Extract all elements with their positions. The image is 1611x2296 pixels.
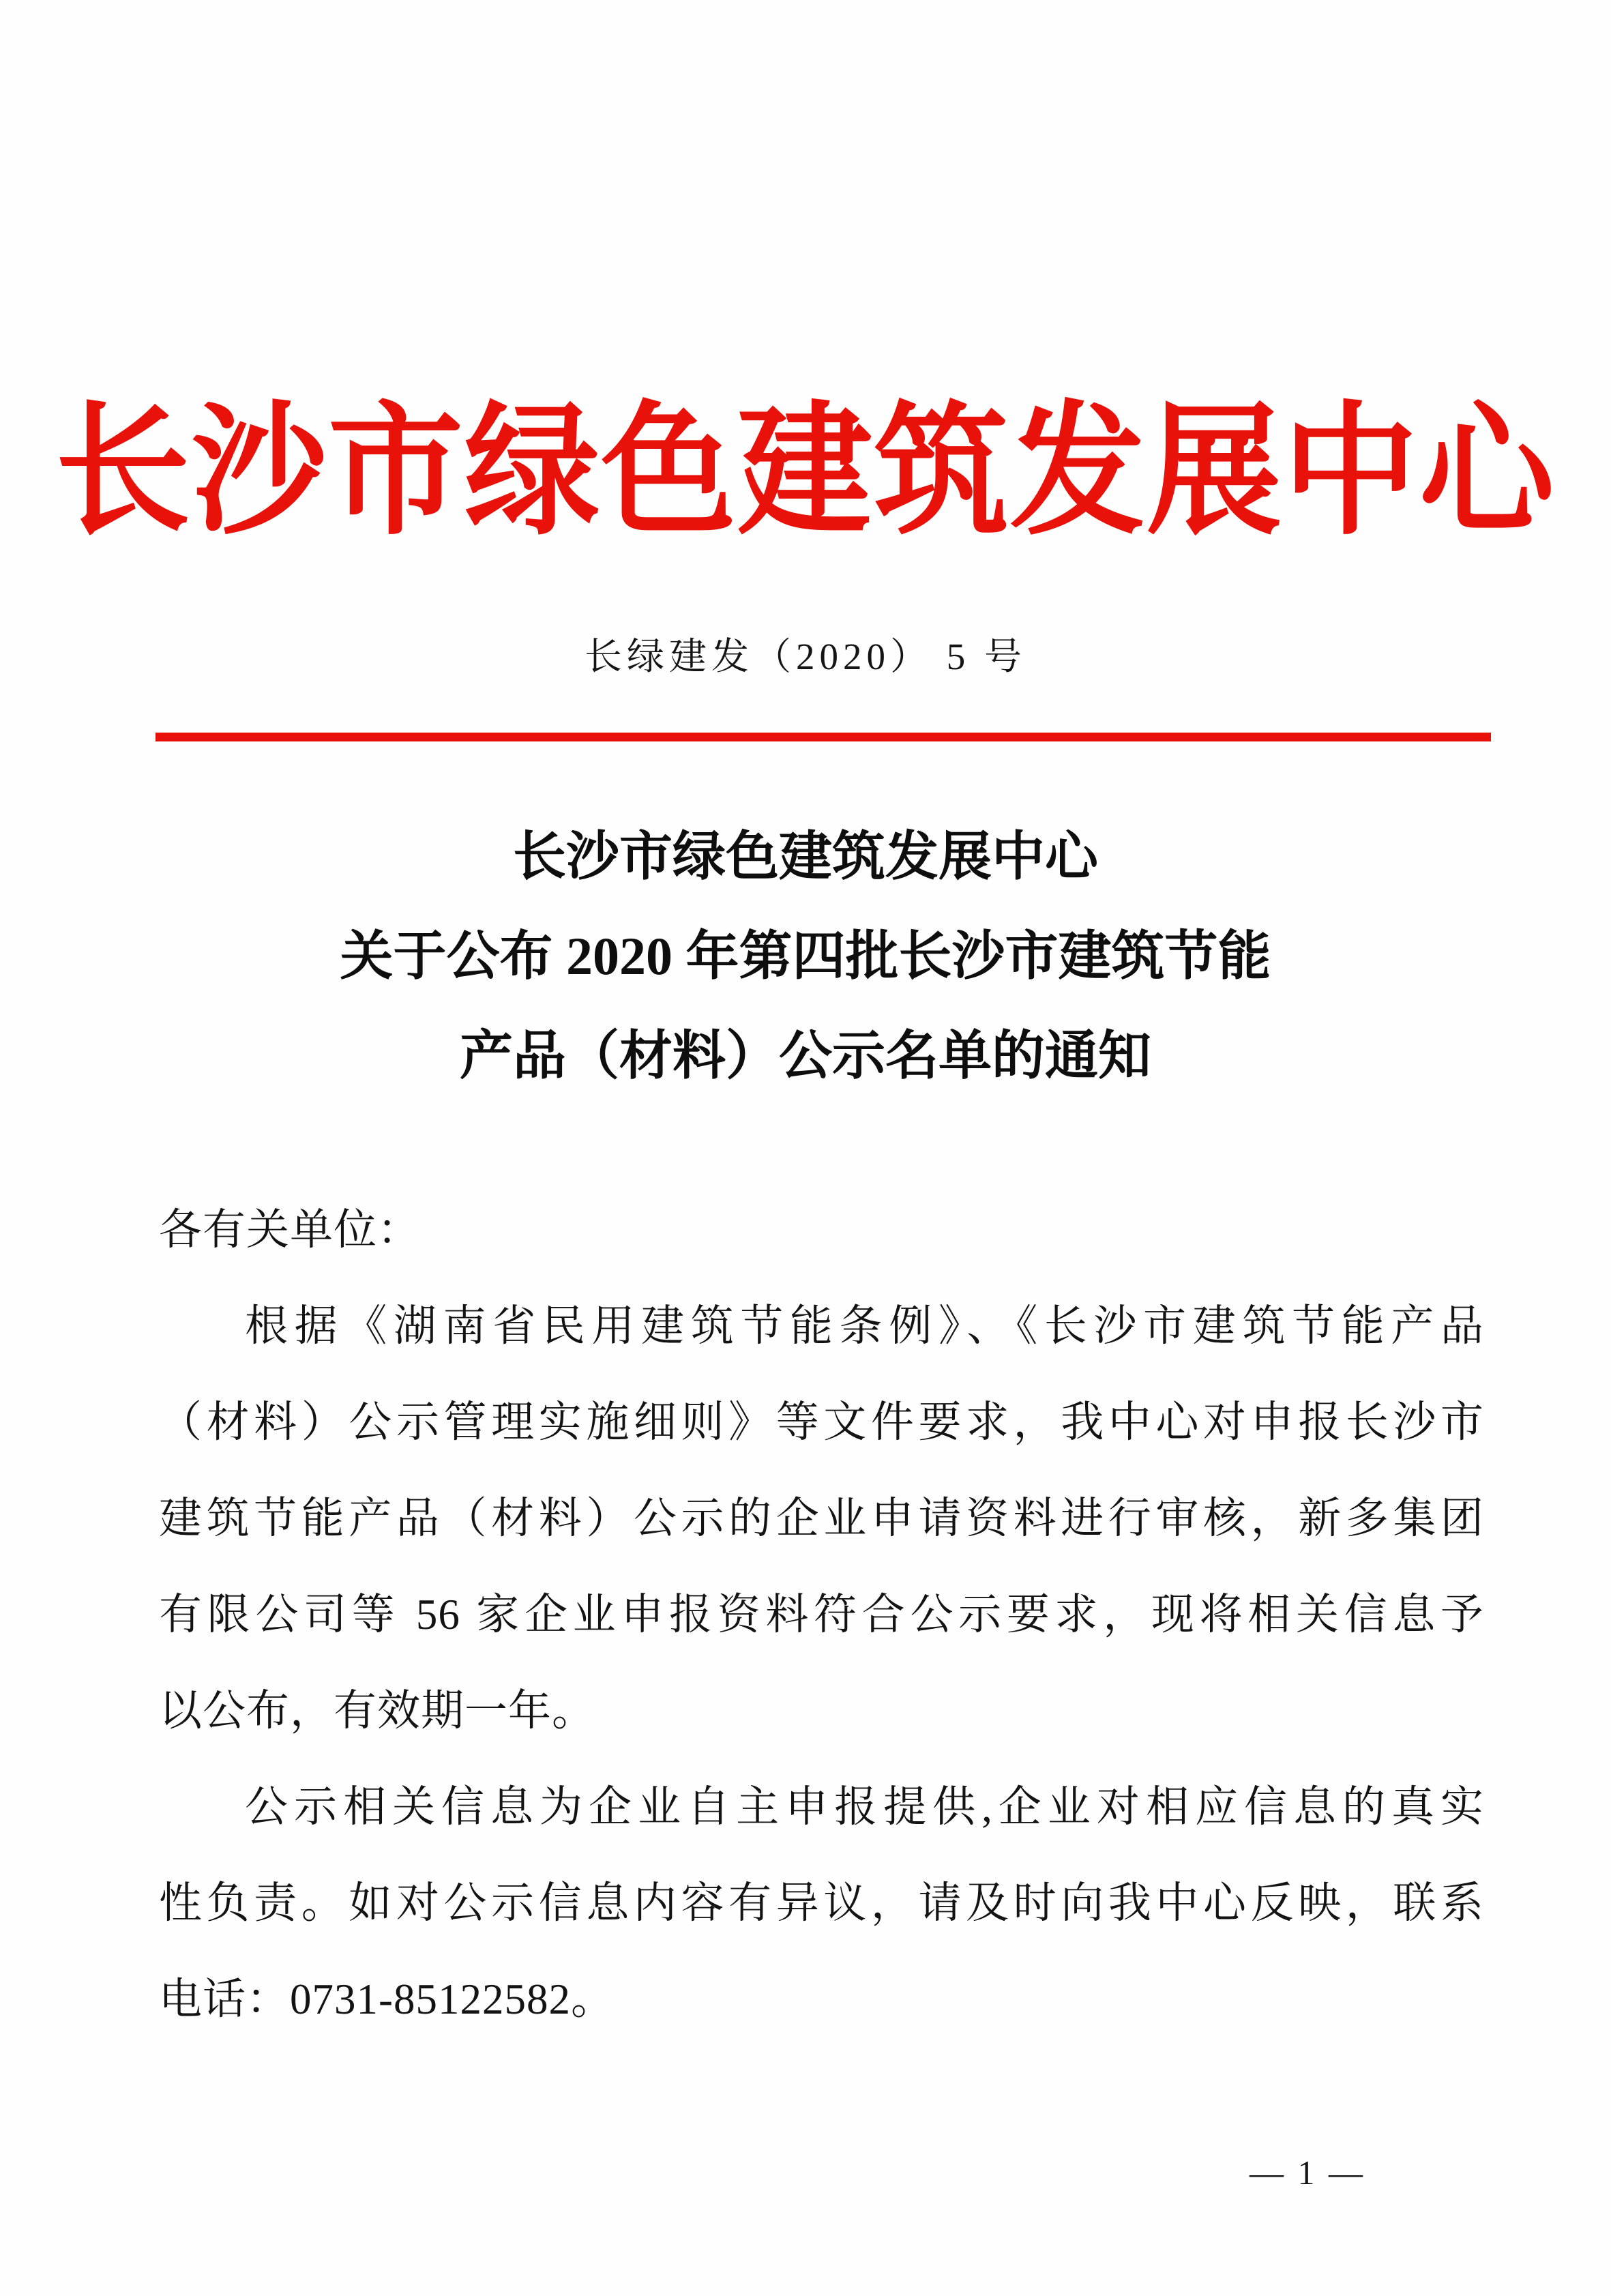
body-salutation: 各有关单位：	[159, 1206, 421, 1254]
document-number: 长绿建发（2020） 5 号	[584, 636, 1026, 677]
notice-title-line-3: 产品（材料）公示名单的通知	[459, 1026, 1151, 1085]
body-line: 根据《湖南省民用建筑节能条例》、《长沙市建筑节能产品	[245, 1302, 1484, 1350]
body-line: 有限公司等 56 家企业申报资料符合公示要求，现将相关信息予	[159, 1591, 1484, 1638]
body-contact-phone-line: 电话：0731-85122582。	[159, 1975, 615, 2023]
body-line: 公示相关信息为企业自主申报提供,企业对相应信息的真实	[245, 1783, 1484, 1831]
body-line: （材料）公示管理实施细则》等文件要求，我中心对申报长沙市	[159, 1398, 1484, 1446]
notice-title	[0, 807, 1611, 1106]
body-line: 性负责。如对公示信息内容有异议，请及时向我中心反映，联系	[159, 1879, 1484, 1927]
red-divider-line	[156, 733, 1491, 741]
agency-masthead: 长沙市绿色建筑发展中心	[55, 393, 1556, 552]
notice-title-line-2: 关于公布 2020 年第四批长沙市建筑节能	[340, 926, 1271, 986]
page-number: — 1 —	[1250, 2153, 1365, 2192]
body-line: 建筑节能产品（材料）公示的企业申请资料进行审核，新多集团	[159, 1495, 1484, 1542]
notice-title-line-1: 长沙市绿色建筑发展中心	[512, 827, 1098, 886]
notice-body	[159, 1182, 1484, 2048]
body-line: 以公布，有效期一年。	[159, 1687, 595, 1735]
